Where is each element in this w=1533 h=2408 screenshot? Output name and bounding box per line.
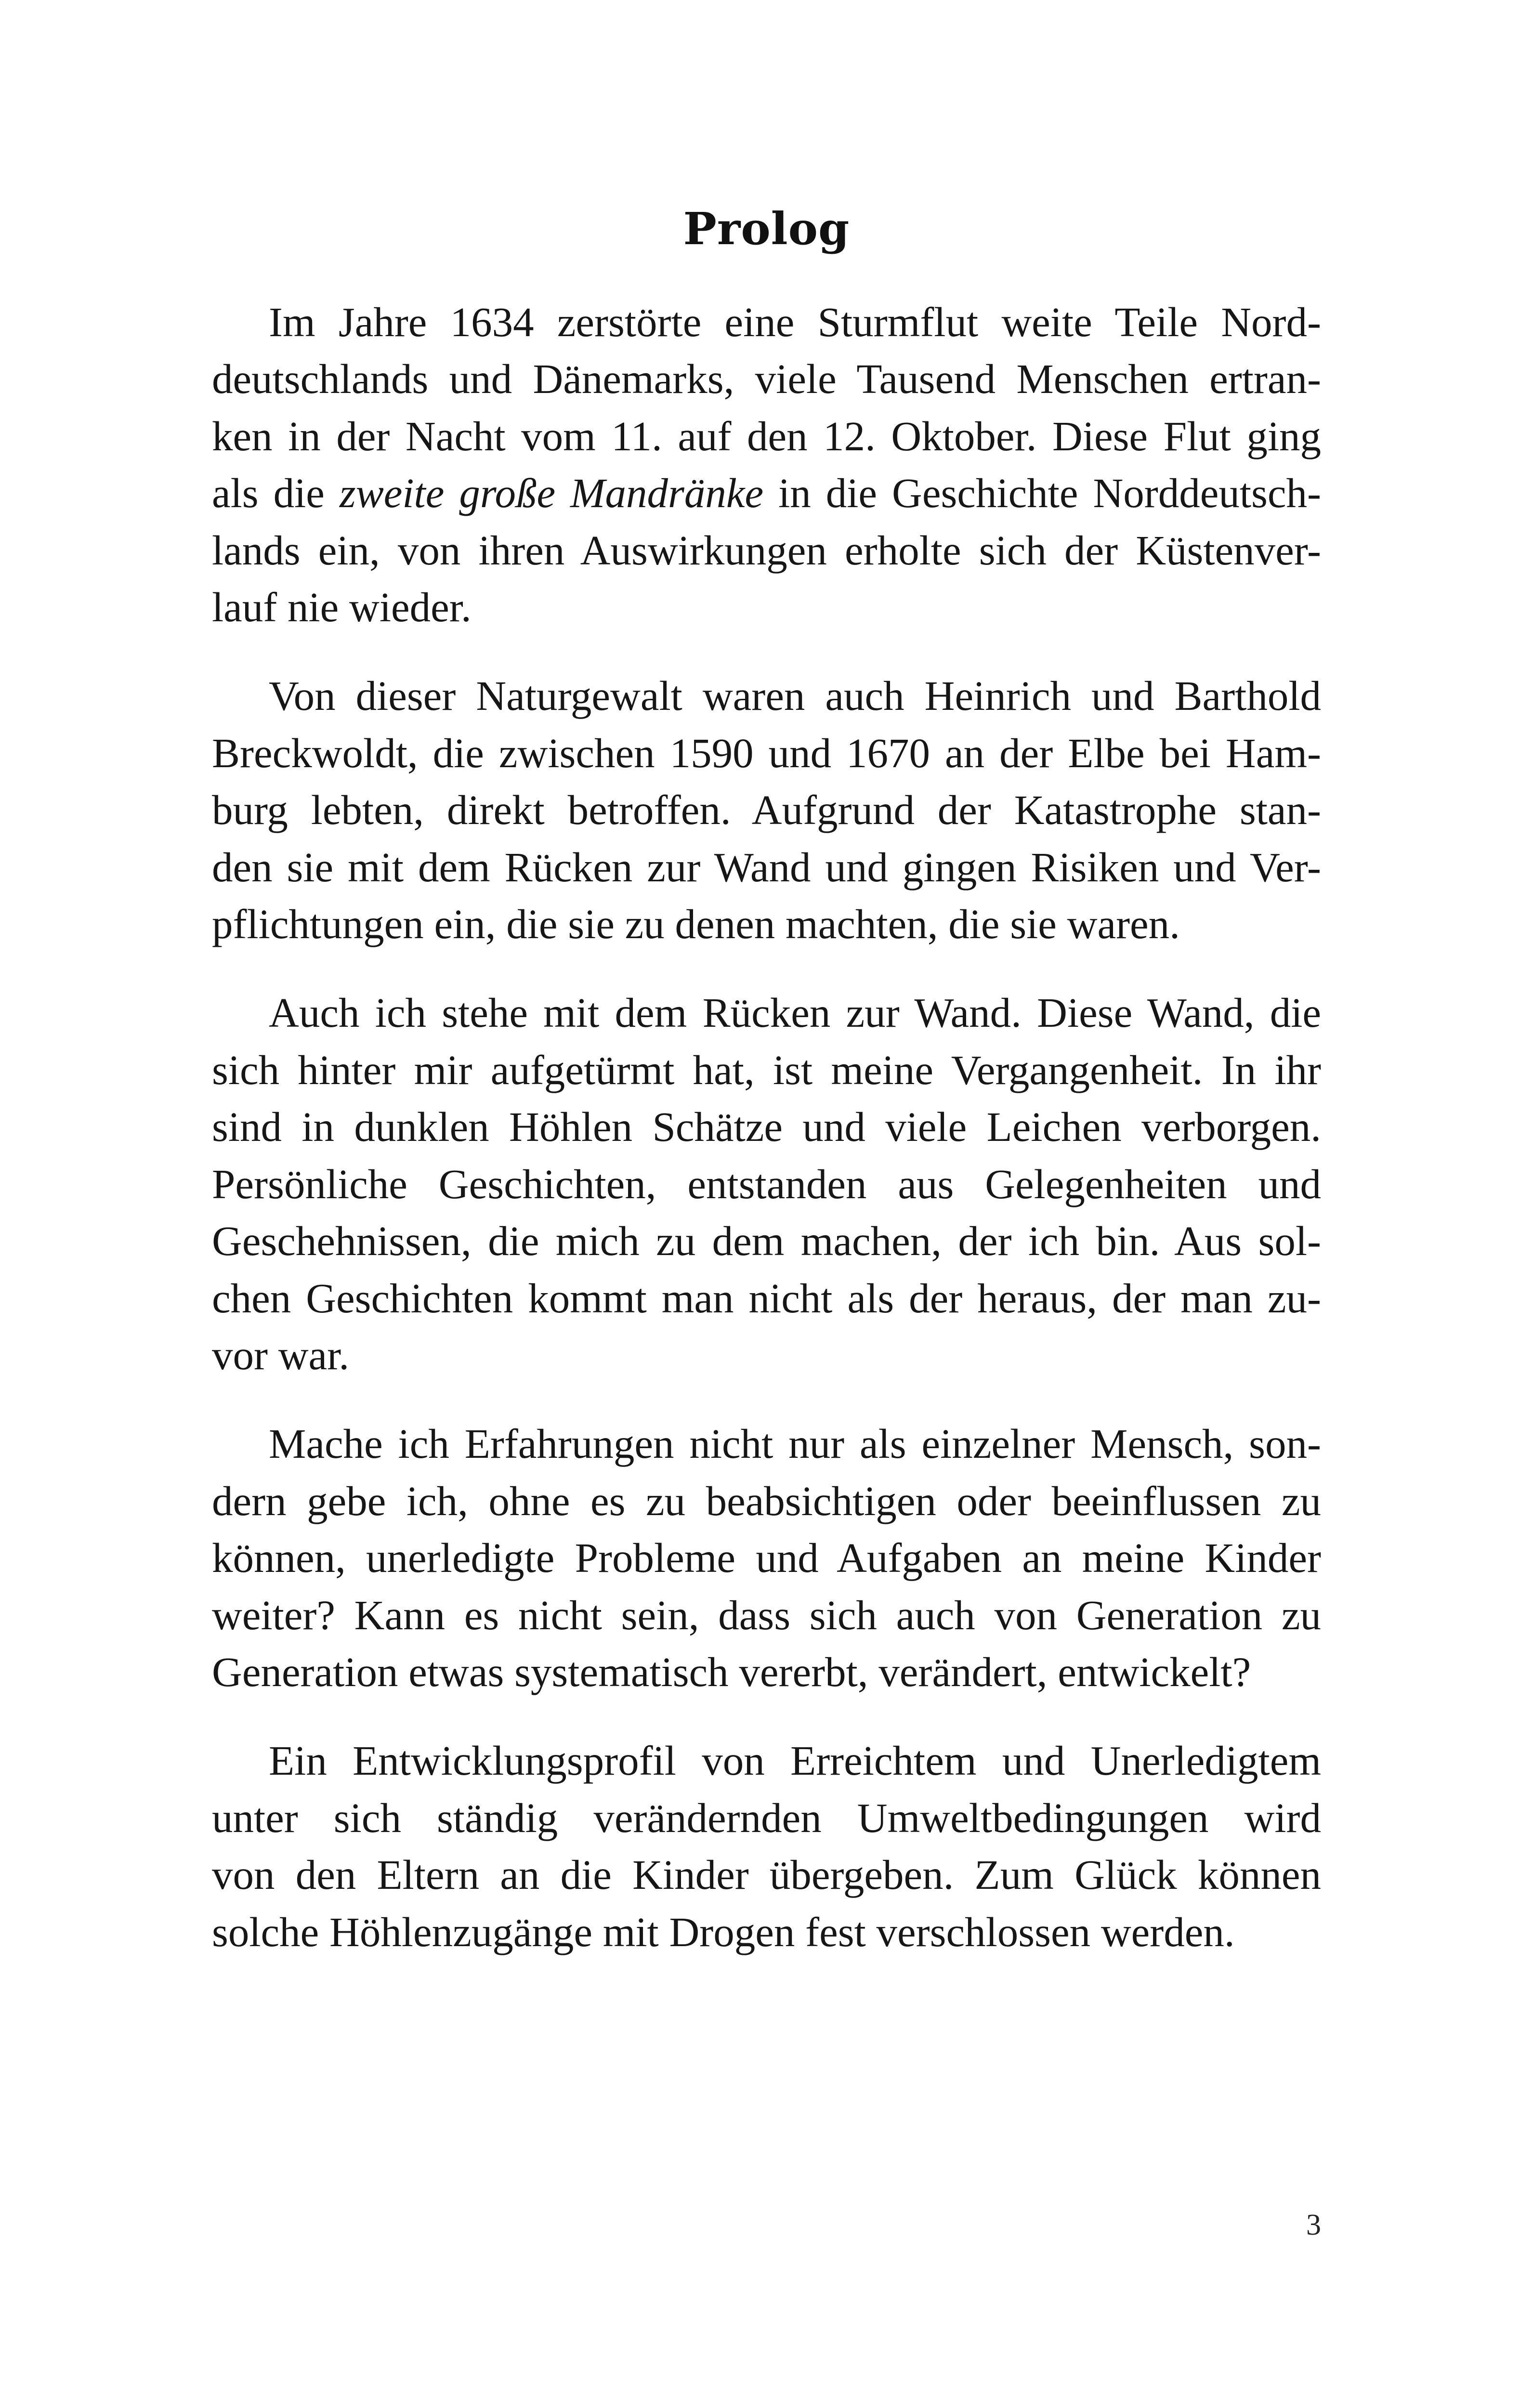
text-line: ken in der Nacht vom 11. auf den 12. Oktober. Diese Flut ging (212, 412, 1321, 459)
text-line: dern gebe ich, ohne es zu beabsichtigen oder beeinflussen zu (212, 1477, 1321, 1524)
text-fragment: als die (212, 470, 340, 517)
text-line: weiter? Kann es nicht sein, dass sich auch von Generation zu (212, 1591, 1321, 1638)
text-line: lauf nie wieder. (212, 584, 472, 631)
text-line: Generation etwas systematisch vererbt, verändert, entwickelt? (212, 1648, 1251, 1695)
text-line: solche Höhlenzugänge mit Drogen fest verschlossen werden. (212, 1908, 1235, 1955)
text-line: pflichtungen ein, die sie zu denen machten, die sie waren. (212, 901, 1180, 948)
paragraph-2 (212, 667, 1321, 953)
text-line: Breckwoldt, die zwischen 1590 und 1670 an der Elbe bei Ham- (212, 729, 1321, 776)
text-line: vor war. (212, 1331, 350, 1378)
text-line: sind in dunklen Höhlen Schätze und viele Leichen verborgen. (212, 1103, 1321, 1151)
text-line: lands ein, von ihren Auswirkungen erholte sich der Küstenver- (212, 526, 1321, 574)
chapter-title: Prolog (683, 203, 850, 255)
body-text (212, 294, 1321, 1992)
text-line: können, unerledigte Probleme und Aufgaben an meine Kinder (212, 1534, 1321, 1582)
italic-phrase: zweite große Mandränke (339, 470, 764, 517)
text-line: sich hinter mir aufgetürmt hat, ist meine Vergangenheit. In ihr (212, 1046, 1321, 1093)
paragraph-3 (212, 984, 1321, 1384)
paragraph-4 (212, 1415, 1321, 1701)
text-fragment: in die Geschichte Norddeutsch- (763, 470, 1321, 517)
text-line: burg lebten, direkt betroffen. Aufgrund der Katastrophe stan- (212, 786, 1321, 834)
text-line: chen Geschichten kommt man nicht als der heraus, der man zu- (212, 1274, 1321, 1322)
text-line: Mache ich Erfahrungen nicht nur als einzelner Mensch, son- (269, 1420, 1321, 1467)
page-number: 3 (1306, 2209, 1321, 2241)
paragraph-1 (212, 294, 1321, 636)
text-line: Geschehnissen, die mich zu dem machen, der ich bin. Aus sol- (212, 1217, 1321, 1265)
text-line: den sie mit dem Rücken zur Wand und gingen Risiken und Ver- (212, 843, 1321, 890)
text-line: deutschlands und Dänemarks, viele Tausend Menschen ertran- (212, 355, 1321, 403)
paragraph-5 (212, 1732, 1321, 1961)
text-line: Persönliche Geschichten, entstanden aus Gelegenheiten und (212, 1160, 1321, 1207)
text-line: unter sich ständig verändernden Umweltbedingungen wird (212, 1794, 1321, 1841)
text-line: Im Jahre 1634 zerstörte eine Sturmflut weite Teile Nord- (269, 299, 1321, 345)
text-line: Ein Entwicklungsprofil von Erreichtem und Unerledigtem (269, 1737, 1321, 1784)
text-line: von den Eltern an die Kinder übergeben. Zum Glück können (212, 1851, 1321, 1898)
text-line: Auch ich stehe mit dem Rücken zur Wand. Diese Wand, die (269, 989, 1321, 1036)
text-line (212, 465, 1321, 522)
text-line: Von dieser Naturgewalt waren auch Heinrich und Barthold (269, 672, 1321, 720)
